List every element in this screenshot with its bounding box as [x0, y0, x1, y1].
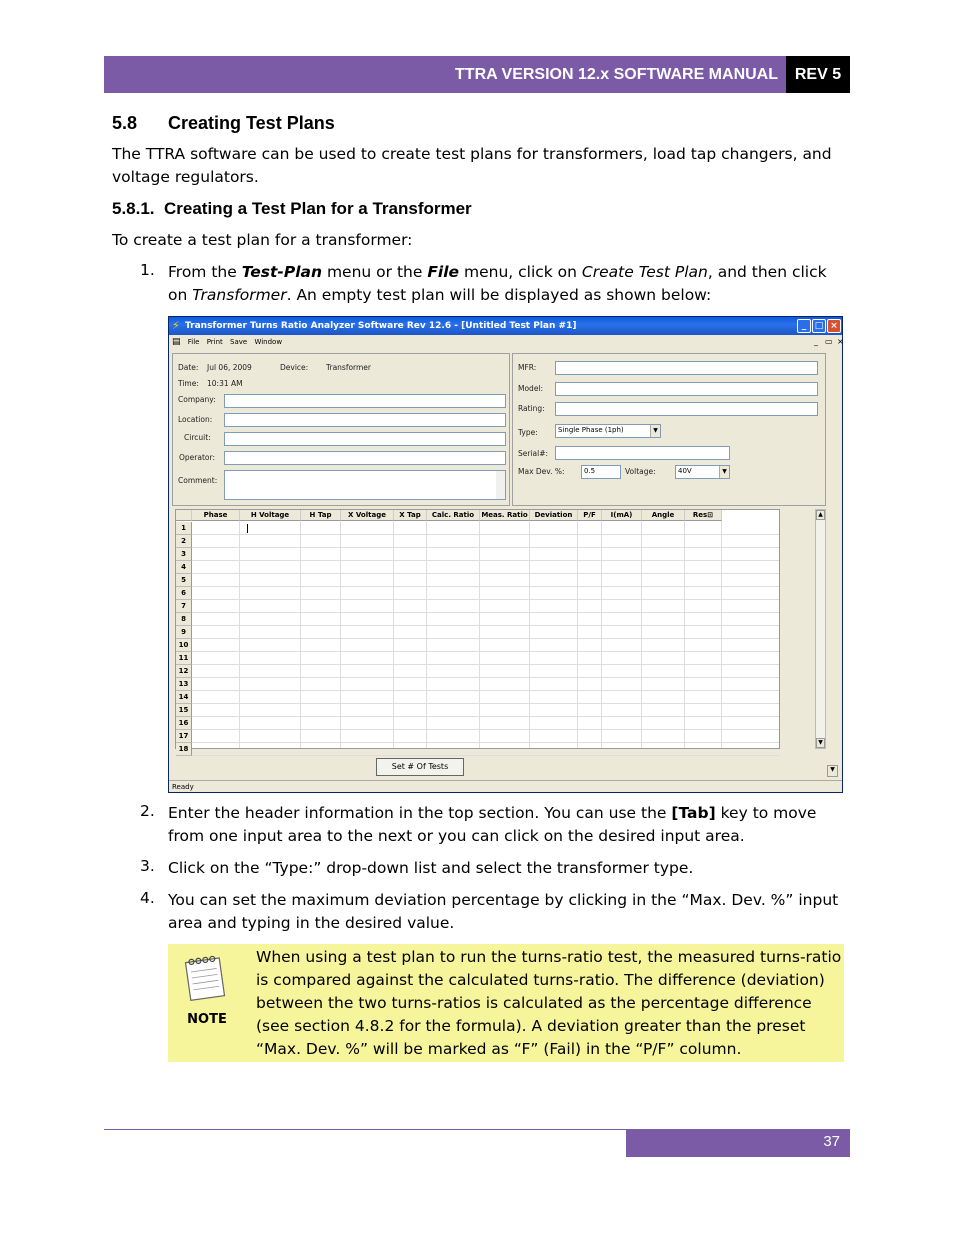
grid-column-line: [340, 521, 341, 748]
footer-rule: [104, 1129, 626, 1130]
serial-label: Serial#:: [518, 449, 549, 458]
date-label: Date:: [178, 363, 199, 372]
step-3-text: Click on the “Type:” drop-down list and select the transformer type.: [168, 859, 694, 877]
grid-column-line: [426, 521, 427, 748]
grid-row-line: [192, 599, 779, 600]
voltage-select[interactable]: [675, 465, 730, 479]
grid-row-line: [192, 534, 779, 535]
row-number[interactable]: 11: [176, 652, 192, 665]
status-bar: Ready: [169, 780, 842, 792]
grid-column-line: [601, 521, 602, 748]
comment-label: Comment:: [178, 476, 218, 485]
column-header[interactable]: Res⊡: [685, 510, 722, 521]
section-heading: [112, 113, 335, 134]
time-label: Time:: [178, 379, 199, 388]
grid-row-line: [192, 573, 779, 574]
grid-column-line: [721, 521, 722, 748]
row-number[interactable]: 1: [176, 522, 192, 535]
row-number[interactable]: 5: [176, 574, 192, 587]
grid-row-line: [192, 625, 779, 626]
max-dev-label: Max Dev. %:: [518, 467, 565, 476]
row-number[interactable]: 2: [176, 535, 192, 548]
column-header[interactable]: Calc. Ratio: [427, 510, 480, 521]
step-number: 4.: [140, 889, 155, 907]
step-4-text: You can set the maximum deviation percentage by clicking in the “Max. Dev. %” input area and typing in the desired value.: [168, 891, 839, 932]
step-number: 2.: [140, 802, 155, 820]
column-header[interactable]: Phase: [192, 510, 240, 521]
text-cursor: [247, 524, 248, 533]
scroll-up-icon[interactable]: ▲: [816, 510, 825, 520]
menu-file[interactable]: File: [187, 338, 200, 346]
column-header[interactable]: Deviation: [530, 510, 578, 521]
app-title-bar: [169, 317, 842, 335]
circuit-input[interactable]: [224, 432, 506, 446]
column-header[interactable]: Angle: [642, 510, 685, 521]
step-number: 1.: [140, 261, 155, 279]
close-icon[interactable]: ×: [827, 319, 841, 333]
column-header[interactable]: Meas. Ratio: [480, 510, 530, 521]
grid-row-line: [192, 729, 779, 730]
mdi-close-icon[interactable]: ×: [837, 337, 844, 346]
company-label: Company:: [178, 395, 216, 404]
step-number: 3.: [140, 857, 155, 875]
grid-column-line: [529, 521, 530, 748]
row-number[interactable]: 13: [176, 678, 192, 691]
column-header[interactable]: H Tap: [301, 510, 341, 521]
grid-row-line: [192, 586, 779, 587]
grid-scrollbar[interactable]: [815, 509, 826, 749]
row-number[interactable]: 10: [176, 639, 192, 652]
grid-column-line: [641, 521, 642, 748]
grid-row-line: [192, 755, 779, 756]
comment-textarea[interactable]: [224, 470, 506, 500]
app-menu-bar: [169, 335, 842, 349]
grid-column-line: [300, 521, 301, 748]
column-header[interactable]: X Voltage: [341, 510, 394, 521]
chevron-down-icon[interactable]: ▼: [719, 466, 729, 478]
subsection-title: Creating a Test Plan for a Transformer: [164, 199, 472, 218]
grid-row-line: [192, 664, 779, 665]
time-value: 10:31 AM: [207, 379, 243, 388]
step-2-text: Enter the header information in the top section. You can use the [Tab] key to move from one input area to the next or you can click on the desired input area.: [168, 804, 817, 845]
note-box: [168, 944, 844, 1062]
row-number[interactable]: 9: [176, 626, 192, 639]
transformer-info-panel: [512, 353, 826, 506]
location-input[interactable]: [224, 413, 506, 427]
row-number[interactable]: 7: [176, 600, 192, 613]
mfr-input[interactable]: [555, 361, 818, 375]
lead-paragraph: To create a test plan for a transformer:: [112, 231, 413, 249]
row-number[interactable]: 3: [176, 548, 192, 561]
header-revision: REV 5: [786, 56, 850, 93]
location-label: Location:: [178, 415, 213, 424]
app-title: Transformer Turns Ratio Analyzer Software Rev 12.6 - [Untitled Test Plan #1]: [185, 321, 577, 331]
operator-label: Operator:: [179, 453, 215, 462]
grid-row-line: [192, 560, 779, 561]
header-title: TTRA VERSION 12.x SOFTWARE MANUAL: [455, 66, 778, 83]
mdi-minimize-icon[interactable]: _: [814, 337, 818, 346]
grid-column-line: [577, 521, 578, 748]
app-logo-icon: ⚡: [172, 319, 180, 332]
grid-row-line: [192, 742, 779, 743]
row-number[interactable]: 17: [176, 730, 192, 743]
menu-print[interactable]: Print: [206, 338, 223, 346]
device-label: Device:: [280, 363, 309, 372]
type-select[interactable]: [555, 424, 661, 438]
serial-input[interactable]: [555, 446, 730, 460]
row-number[interactable]: 18: [176, 743, 192, 756]
window-scroll-down-icon[interactable]: ▼: [827, 765, 838, 777]
row-number[interactable]: 12: [176, 665, 192, 678]
grid-column-line: [479, 521, 480, 748]
voltage-label: Voltage:: [625, 467, 656, 476]
rating-label: Rating:: [518, 404, 545, 413]
row-number[interactable]: 8: [176, 613, 192, 626]
note-label: NOTE: [187, 1012, 227, 1027]
grid-row-line: [192, 716, 779, 717]
section-title: Creating Test Plans: [168, 113, 335, 133]
comment-scrollbar[interactable]: [496, 471, 505, 499]
note-text: When using a test plan to run the turns-ratio test, the measured turns-ratio is compared against the calculated turns-ratio. The difference (deviation) between the two turns-ratios is calculated as the percentage difference (see section 4.8.2 for the formula). A deviation greater than the preset “Max. Dev. %” will be marked as “F” (Fail) in the “P/F” column.: [256, 948, 842, 1058]
device-value: Transformer: [326, 363, 372, 372]
date-value: Jul 06, 2009: [207, 363, 252, 372]
grid-row-line: [192, 638, 779, 639]
menu-window[interactable]: Window: [254, 338, 283, 346]
mfr-label: MFR:: [518, 363, 537, 372]
menu-save[interactable]: Save: [230, 338, 248, 346]
grid-row-line: [192, 690, 779, 691]
intro-paragraph: The TTRA software can be used to create test plans for transformers, load tap changers, and voltage regulators.: [112, 145, 832, 186]
row-number[interactable]: 4: [176, 561, 192, 574]
max-dev-input[interactable]: 0.5: [581, 465, 621, 479]
grid-corner: [176, 510, 192, 521]
page-header: [104, 56, 850, 93]
page-number: 37: [626, 1129, 850, 1157]
scroll-down-icon[interactable]: ▼: [816, 738, 825, 748]
type-label: Type:: [518, 428, 538, 437]
grid-row-line: [192, 547, 779, 548]
document-icon: ▤: [172, 337, 181, 347]
model-label: Model:: [518, 384, 544, 393]
app-screenshot: [168, 316, 843, 793]
section-number: 5.8: [112, 113, 138, 133]
notepad-icon: [182, 952, 230, 1002]
column-header[interactable]: H Voltage: [240, 510, 301, 521]
grid-column-line: [239, 521, 240, 748]
row-number[interactable]: 16: [176, 717, 192, 730]
grid-row-line: [192, 612, 779, 613]
subsection-heading: [112, 199, 472, 219]
row-number[interactable]: 14: [176, 691, 192, 704]
operator-input[interactable]: [224, 451, 506, 465]
mdi-restore-icon[interactable]: ▭: [825, 337, 833, 346]
subsection-number: 5.8.1.: [112, 199, 155, 218]
grid-column-line: [393, 521, 394, 748]
test-info-panel: [172, 353, 510, 506]
grid-column-line: [684, 521, 685, 748]
model-input[interactable]: [555, 382, 818, 396]
voltage-selected-value: 40V: [678, 467, 692, 475]
column-header[interactable]: I(mA): [602, 510, 642, 521]
minimize-icon[interactable]: _: [797, 319, 811, 333]
row-number[interactable]: 6: [176, 587, 192, 600]
circuit-label: Circuit:: [184, 433, 211, 442]
grid-row-line: [192, 703, 779, 704]
type-selected-value: Single Phase (1ph): [558, 426, 624, 434]
column-header[interactable]: P/F: [578, 510, 602, 521]
column-header[interactable]: X Tap: [394, 510, 427, 521]
maximize-icon[interactable]: □: [812, 319, 826, 333]
grid-row-line: [192, 651, 779, 652]
chevron-down-icon[interactable]: ▼: [650, 425, 660, 437]
step-1-text: From the Test-Plan menu or the File menu, click on Create Test Plan, and then click on Transformer. An empty test plan will be displayed as shown below:: [168, 263, 827, 304]
grid-row-line: [192, 677, 779, 678]
test-plan-grid[interactable]: [175, 509, 780, 753]
set-number-of-tests-button[interactable]: Set # Of Tests: [376, 758, 464, 776]
company-input[interactable]: [224, 394, 506, 408]
row-number[interactable]: 15: [176, 704, 192, 717]
rating-input[interactable]: [555, 402, 818, 416]
